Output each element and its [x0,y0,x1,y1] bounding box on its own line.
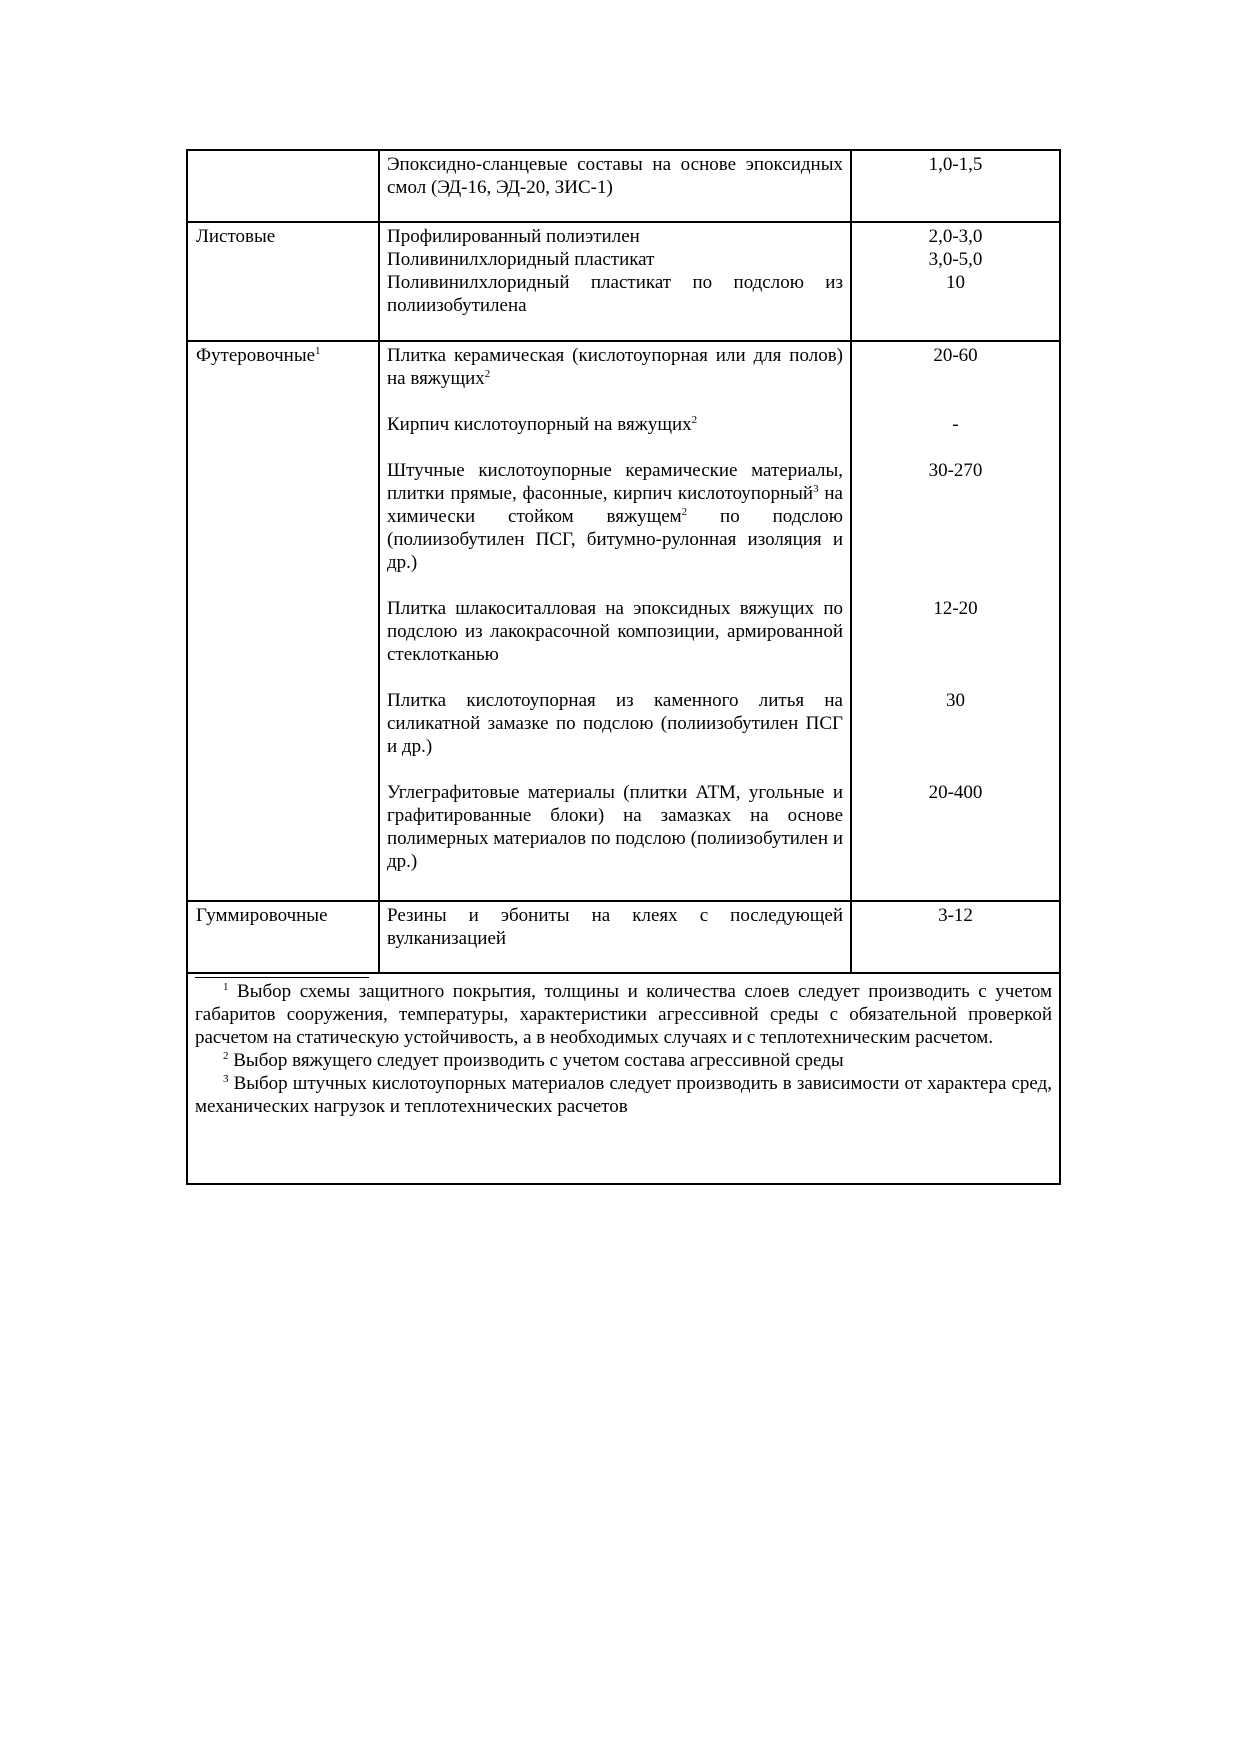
footnotes-row [188,972,1059,1183]
thickness-value: 3,0-5,0 [928,249,983,270]
category-cell [188,902,380,972]
footnote-ref: 2 [681,506,688,518]
thickness-value: 30-270 [928,460,983,481]
thickness-value: 1,0-1,5 [928,154,983,175]
materials-cell [380,223,852,340]
material-entry: Эпоксидно-сланцевые составы на основе эпоксидных смол (ЭД-16, ЭД-20, ЗИС-1) [387,154,843,198]
material-entry: Плитка керамическая (кислотоупорная или для полов) на вяжущих$^2$ [387,345,843,389]
thickness-value: 10 [946,272,965,293]
footnote-ref: 3 [813,483,819,495]
material-entry: Профилированный полиэтилен [387,226,640,247]
materials-cell [380,151,852,221]
footnote-ref: 2 [484,368,491,380]
material-entry: Штучные кислотоупорные керамические материалы, плитки прямые, фасонные, кирпич кислотоупорный$^3$ на химически стойком вяжущем$^2$ по подслою (полиизобутилен ПСГ, битумно-рулонная изоляция и др.) [387,460,843,573]
category-cell [188,342,380,900]
material-entry: Поливинилхлоридный пластикат по подслою из полиизобутилена [387,272,843,316]
protective-coatings-table [186,149,1061,1185]
table-row [188,221,1059,340]
table-row [188,340,1059,900]
footnote: $^1$ Выбор схемы защитного покрытия, толщины и количества слоев следует производить с учетом габаритов сооружения, температуры, характеристики агрессивной среды с обязательной проверкой расчетом на статическую устойчивость, а в необходимых случаях и с теплотехническим расчетом. [195,981,1052,1048]
footnote-ref: 2 [691,414,698,426]
thickness-cell [852,342,1059,900]
thickness-value: 12-20 [933,598,978,619]
footnotes [188,974,1059,1183]
table-row [188,900,1059,972]
thickness-cell [852,902,1059,972]
material-entry: Поливинилхлоридный пластикат [387,249,655,270]
thickness-value: - [952,414,959,435]
thickness-value: 20-400 [928,782,983,803]
category-label: Футеровочные [196,345,316,366]
material-entry: Резины и эбониты на клеях с последующей вулканизацией [387,905,843,949]
category-cell [188,223,380,340]
materials-cell [380,342,852,900]
footnote-mark: 1 [223,981,229,993]
thickness-value: 20-60 [933,345,978,366]
materials-cell [380,902,852,972]
material-entry: Углеграфитовые материалы (плитки АТМ, угольные и графитированные блоки) на замазках на основе полимерных материалов по подслою (полиизобутилен и др.) [387,782,843,872]
material-entry: Кирпич кислотоупорный на вяжущих$^2$ [387,414,698,435]
footnote: $^2$ Выбор вяжущего следует производить с учетом состава агрессивной среды [223,1050,844,1071]
thickness-value: 30 [946,690,965,711]
category-label: Гуммировочные [196,905,328,926]
footnote-mark: 2 [223,1050,229,1062]
material-entry: Плитка шлакоситалловая на эпоксидных вяжущих по подслою из лакокрасочной композиции, армированной стеклотканью [387,598,843,665]
footnote: $^3$ Выбор штучных кислотоупорных материалов следует производить в зависимости от характера сред, механических нагрузок и теплотехнических расчетов [195,1073,1052,1117]
thickness-value: 2,0-3,0 [928,226,983,247]
category-label: Листовые [196,226,276,247]
table-row [188,151,1059,221]
material-entry: Плитка кислотоупорная из каменного литья на силикатной замазке по подслою (полиизобутилен ПСГ и др.) [387,690,843,757]
footnote-ref: 1 [315,345,321,357]
footnote-separator [195,977,369,978]
footnote-mark: 3 [223,1073,229,1085]
thickness-cell [852,151,1059,221]
category-cell [188,151,380,221]
thickness-cell [852,223,1059,340]
thickness-value: 3-12 [938,905,973,926]
